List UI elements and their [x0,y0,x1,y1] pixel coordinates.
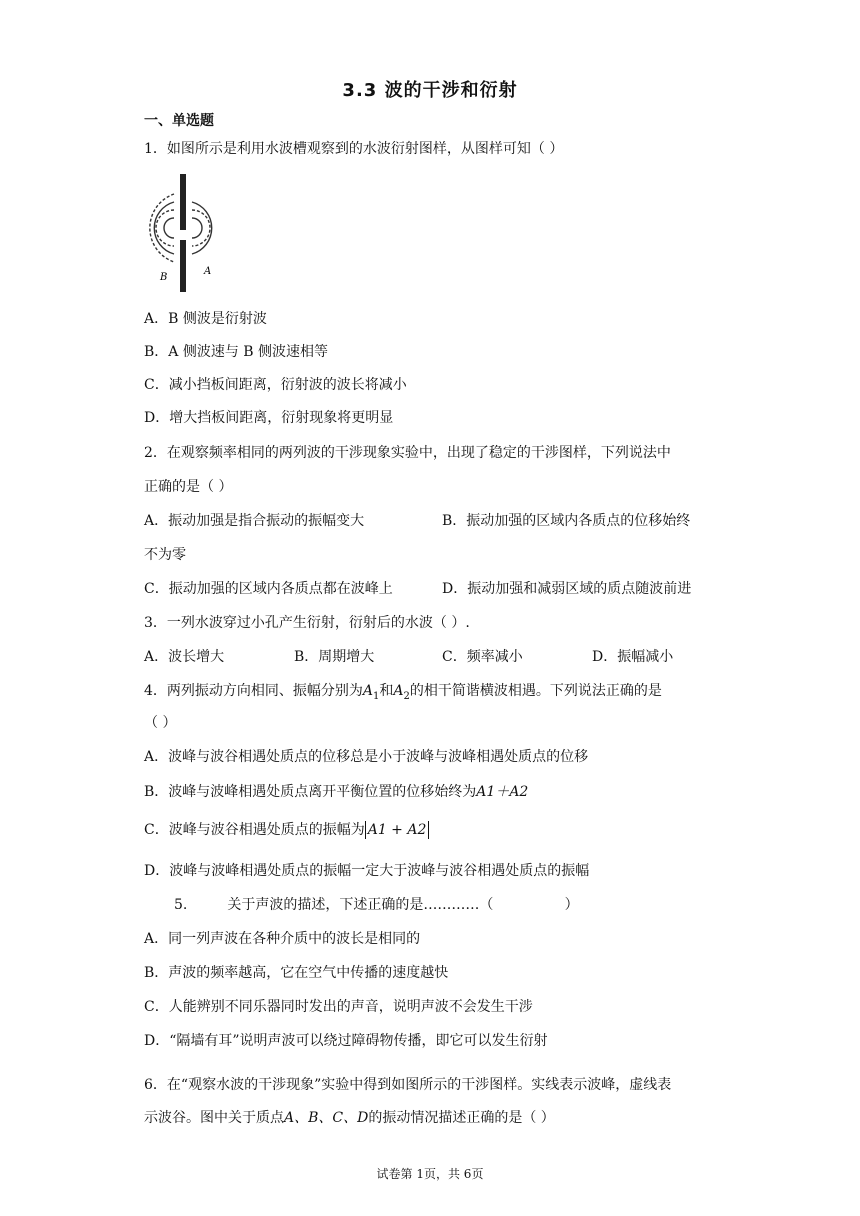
q1-option-b: B．A 侧波速与 B 侧波速相等 [144,344,329,360]
q4-optb-expr: A1＋A2 [476,784,529,800]
q5-option-b: B．声波的频率越高，它在空气中传播的速度越快 [144,965,449,981]
q2-stem-line1: 2．在观察频率相同的两列波的干涉现象实验中，出现了稳定的干涉图样，下列说法中 [144,445,671,461]
q1-stem: 1．如图所示是利用水波槽观察到的水波衍射图样，从图样可知（ ） [144,141,564,157]
q2-stem-line2: 正确的是（ ） [144,479,233,495]
q3-stem: 3．一列水波穿过小孔产生衍射，衍射后的水波（ ）. [144,615,470,631]
q4-option-d: D．波峰与波峰相遇处质点的振幅一定大于波峰与波谷相遇处质点的振幅 [144,863,590,879]
q5-option-c: C．人能辨别不同乐器同时发出的声音，说明声波不会发生干涉 [144,999,533,1015]
q3-option-d: D．振幅减小 [592,649,674,665]
q2-option-b-cont: 不为零 [144,547,186,563]
q2-option-c: C．振动加强的区域内各质点都在波峰上 [144,581,393,597]
figure-label-a: A [204,266,212,277]
q4-option-a: A．波峰与波谷相遇处质点的位移总是小于波峰与波峰相遇处质点的位移 [144,749,589,765]
q4-option-b: B．波峰与波峰相遇处质点离开平衡位置的位移始终为A1＋A2 [144,784,529,800]
q4-optc-expr: A1 + A2 [367,822,427,838]
q4-stem-line2: （ ） [144,715,177,731]
q5-stem: 5. 关于声波的描述，下述正确的是…………（ ） [174,897,579,913]
figure-label-b: B [160,272,168,283]
q2-option-a: A．振动加强是指合振动的振幅变大 [144,513,365,529]
q5-option-d: D．“隔墙有耳”说明声波可以绕过障碍物传播，即它可以发生衍射 [144,1033,548,1049]
q3-option-c: C．频率减小 [442,649,523,665]
q3-option-a: A．波长增大 [144,649,225,665]
q3-option-b: B．周期增大 [294,649,375,665]
q2-option-b: B．振动加强的区域内各质点的位移始终 [442,513,691,529]
q6-stem-line1: 6．在“观察水波的干涉现象”实验中得到如图所示的干涉图样。实线表示波峰，虚线表 [144,1077,672,1093]
q4-stem-line1: 4．两列振动方向相同、振幅分别为$A_1$和$A_2$的相干简谐横波相遇。下列说法正确的是 [144,683,662,702]
q4-option-c: C．波峰与波谷相遇处质点的振幅为 A1 + A2 [144,820,429,840]
q6-stem-line2: 示波谷。图中关于质点A、B、C、D的振动情况描述正确的是（ ） [144,1110,555,1126]
q1-option-d: D．增大挡板间距离，衍射现象将更明显 [144,410,394,426]
page-footer: 试卷第 1页，共 6页 [376,1167,484,1181]
page-title: 3.3 波的干涉和衍射 [342,80,518,101]
q2-option-d: D．振动加强和减弱区域的质点随波前进 [442,581,692,597]
diffraction-figure [144,172,220,292]
q5-option-a: A．同一列声波在各种介质中的波长是相同的 [144,931,421,947]
q1-option-c: C．减小挡板间距离，衍射波的波长将减小 [144,377,407,393]
q1-option-a: A．B 侧波是衍射波 [144,311,267,327]
section-heading: 一、单选题 [144,113,214,129]
